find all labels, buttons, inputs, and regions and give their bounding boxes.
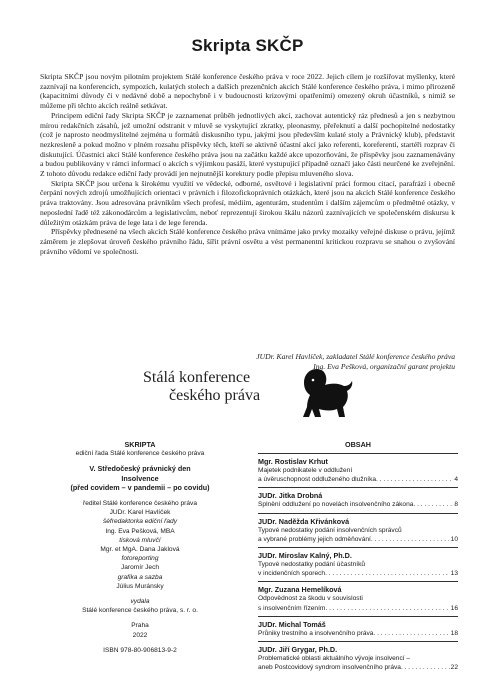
toc-page-number: 18 (450, 629, 458, 637)
toc-line-title: Typové nedostatky podání insolvenčních správců (258, 526, 402, 534)
credit-line: Ing. Eva Pešková, MBA (105, 527, 175, 535)
toc-leader (376, 475, 453, 484)
intro-paragraph: Skripta SKČP jsou určena k širokému využití ve vědecké, odborné, osvětové i legislativní práci formou citací, parafrází i obecně čerpání nových zdrojů umožňujících orientaci v právních i filozofickoprávních otázkách, které jsou na akcích Stálé konference českého práva traktovány. Jsou adresována právníkům všech profesí, médiím, agenturám, studentům i dalším zájemcům o předmětné otázky, v neposlední řadě též zákonodárcům a legislativcům, neboť reprezentují širokou škálu názorů zaznívajících ve společenském diskursu k důležitým otázkám práva de lege lata i de lege ferenda. (40, 178, 455, 227)
credit-line: tisková mluvčí (119, 536, 161, 544)
toc-entry[interactable] (258, 487, 458, 512)
toc-line-title: Odpovědnost za škodu v souvislosti (258, 595, 363, 603)
toc-line-title: v incidenčních sporech (258, 570, 326, 578)
credit-line: grafika a sazba (117, 573, 163, 581)
toc-heading: OBSAH (345, 440, 371, 449)
signature-line: Ing. Eva Pešková, organizační garant projektu (313, 362, 455, 371)
toc-line (258, 560, 458, 569)
toc-line-title: aneb Postcovidový syndrom insolvenčního práva (258, 664, 401, 672)
toc-leader (325, 569, 450, 578)
toc-line-title: Průniky trestního a insolvenčního práva (258, 629, 374, 637)
credit-line: Jaromír Jech (120, 564, 160, 572)
toc-page-number: 10 (450, 535, 458, 543)
publisher-line: Stálé konference českého práva, s. r. o. (82, 607, 198, 615)
table-of-contents (258, 440, 458, 675)
toc-line-title: Typové nedostatky podání účastníků (258, 561, 366, 569)
toc-entry[interactable] (258, 513, 458, 547)
toc-page-number: 13 (450, 570, 458, 578)
credit-line: šéfredaktorka ediční řady (102, 518, 178, 526)
toc-line (258, 629, 458, 638)
toc-line-title: Splnění oddlužení po novelách insolvenčního zákona (258, 501, 414, 509)
volume-title-line: (před covidem – v pandemii – po covidu) (70, 483, 210, 493)
toc-leader (371, 535, 450, 544)
intro-paragraph: Principem ediční řady Skripta SKČP je zaznamenat průběh jednotlivých akcí, zachovat autentický ráz přednesů a jen s nezbytnou mírou redakčních zásahů, jež umožní odstranit v mluvě se vyskytující zkratky, pleonasmy, přeřeknutí a další pochopitelné nedostatky (což je naprosto neodmyslitelné zejména u formátů diskusního typu, jakými jsou především kulaté stoly a Právnický klub), představit nezkresleně a pokud možno v plném rozsahu příspěvky těch, kteří se aktivně účastní akcí jako referenti, koreferenti, startéři rozprav či diskutující. Účastníci akcí Stálé konference českého práva jsou na začátku každé akce upozorňováni, že příspěvky jsou zaznamenávány a budou publikovány v rámci informací o akcích s výjimkou pasáží, které vystupující případně označí jako části neurčené ke zveřejnění. Z tohoto důvodu redakce ediční řady provádí jen nejnutnější korektury podle přepisu mluveného slova. (40, 110, 455, 179)
toc-author: JUDr. Miroslav Kalný, Ph.D. (258, 551, 352, 561)
toc-author: Mgr. Rostislav Krhut (258, 457, 328, 466)
toc-entry[interactable] (258, 616, 458, 641)
intro-paragraph: Skripta SKČP jsou novým pilotním projektem Stálé konference českého práva v roce 2022. Jejich cílem je rozšiřovat myšlenky, které zaznívají na konferencích, sympozích, kulatých stolech a dalších prezenčních akcích Stálé konference českého práva, i mimo přirozeně (kapacitními důvody či v nedávné době a nepochybně i v budoucnosti krizovými opatřeními) omezený okruh účastníků, s nimiž se můžeme při těchto akcích reálně setkávat. (40, 72, 455, 111)
toc-leader (373, 629, 449, 638)
credit-line: ředitel Stálé konference českého práva (83, 499, 197, 507)
toc-author: Mgr. Zuzana Hemelíková (258, 585, 342, 595)
lion-icon (295, 365, 355, 423)
volume-title-line: Insolvence (121, 473, 159, 483)
toc-entry[interactable] (258, 547, 458, 581)
place: Praha (131, 622, 149, 630)
page-title: Skripta SKČP (191, 36, 304, 55)
toc-entry[interactable] (258, 581, 458, 615)
toc-line-title: a úvěruschopnost oddluženého dlužníka (258, 476, 377, 484)
credit-line: JUDr. Karel Havlíček (109, 509, 171, 517)
toc-line (258, 663, 458, 672)
toc-line (258, 604, 458, 613)
signature-line: JUDr. Karel Havlíček, zakladatel Stálé konference českého práva (256, 352, 455, 361)
publisher-line: vydala (130, 597, 150, 605)
toc-line (258, 535, 458, 544)
toc-author: JUDr. Michal Tomáš (258, 619, 326, 629)
toc-entry[interactable] (258, 453, 458, 487)
toc-line-title: Majetek podnikatele v oddlužení (258, 467, 353, 474)
toc-author: JUDr. Jiří Grygar, Ph.D. (258, 645, 338, 655)
series-edition: ediční řada Stálé konference českého práva (75, 450, 205, 458)
credit-line: Július Muránsky (116, 582, 164, 590)
toc-leader (325, 604, 449, 613)
toc-leader (401, 663, 450, 672)
toc-line (258, 466, 458, 475)
toc-line (258, 569, 458, 578)
publisher (40, 597, 240, 615)
toc-line (258, 500, 458, 509)
toc-leader (413, 500, 453, 509)
intro-paragraph: Příspěvky přednesené na všech akcích Stálé konference českého práva vnímáme jako prvky mozaiky veřejné diskuse o právu, jejímž záměrem je zlepšovat úroveň českého právního řádu, šířit právní osvětu a vést permanentní kritickou rozpravu se snahou o zvyšování právního vědomí ve společnosti. (40, 227, 455, 256)
toc-line-title: s insolvenčním řízením (258, 604, 326, 612)
toc-entry[interactable] (258, 641, 458, 675)
logo-text: Stálá konference (143, 369, 251, 386)
toc-author: JUDr. Naděžda Křivánková (258, 516, 350, 526)
toc-line-title: a vybrané problémy jejich odměňování (258, 535, 371, 543)
toc-line-title: Problematické oblasti aktuálního vývoje insolvencí – (258, 655, 411, 663)
logo (135, 365, 365, 425)
toc-line (258, 475, 458, 484)
toc-line (258, 594, 458, 603)
credit-line: fotoreporting (121, 555, 159, 563)
volume-title (40, 464, 240, 493)
isbn: ISBN 978-80-906813-9-2 (103, 646, 177, 654)
toc-page-number: 4 (454, 476, 458, 484)
toc-line (258, 526, 458, 535)
toc-line (258, 654, 458, 663)
logo-text: českého práva (169, 387, 261, 404)
series-heading: SKRIPTA (124, 440, 156, 449)
credits (40, 499, 240, 591)
credit-line: Mgr. et MgA. Dana Jaklová (100, 545, 180, 553)
toc-page-number: 16 (450, 604, 458, 612)
place-year (40, 621, 240, 639)
toc-author: JUDr. Jitka Drobná (258, 491, 323, 501)
intro-text (40, 72, 455, 256)
toc-page-number: 22 (450, 664, 458, 672)
toc-page-number: 8 (454, 501, 458, 509)
colophon (40, 440, 240, 655)
year: 2022 (132, 631, 148, 639)
volume-title-line: V. Středočeský právnický den (89, 464, 191, 474)
